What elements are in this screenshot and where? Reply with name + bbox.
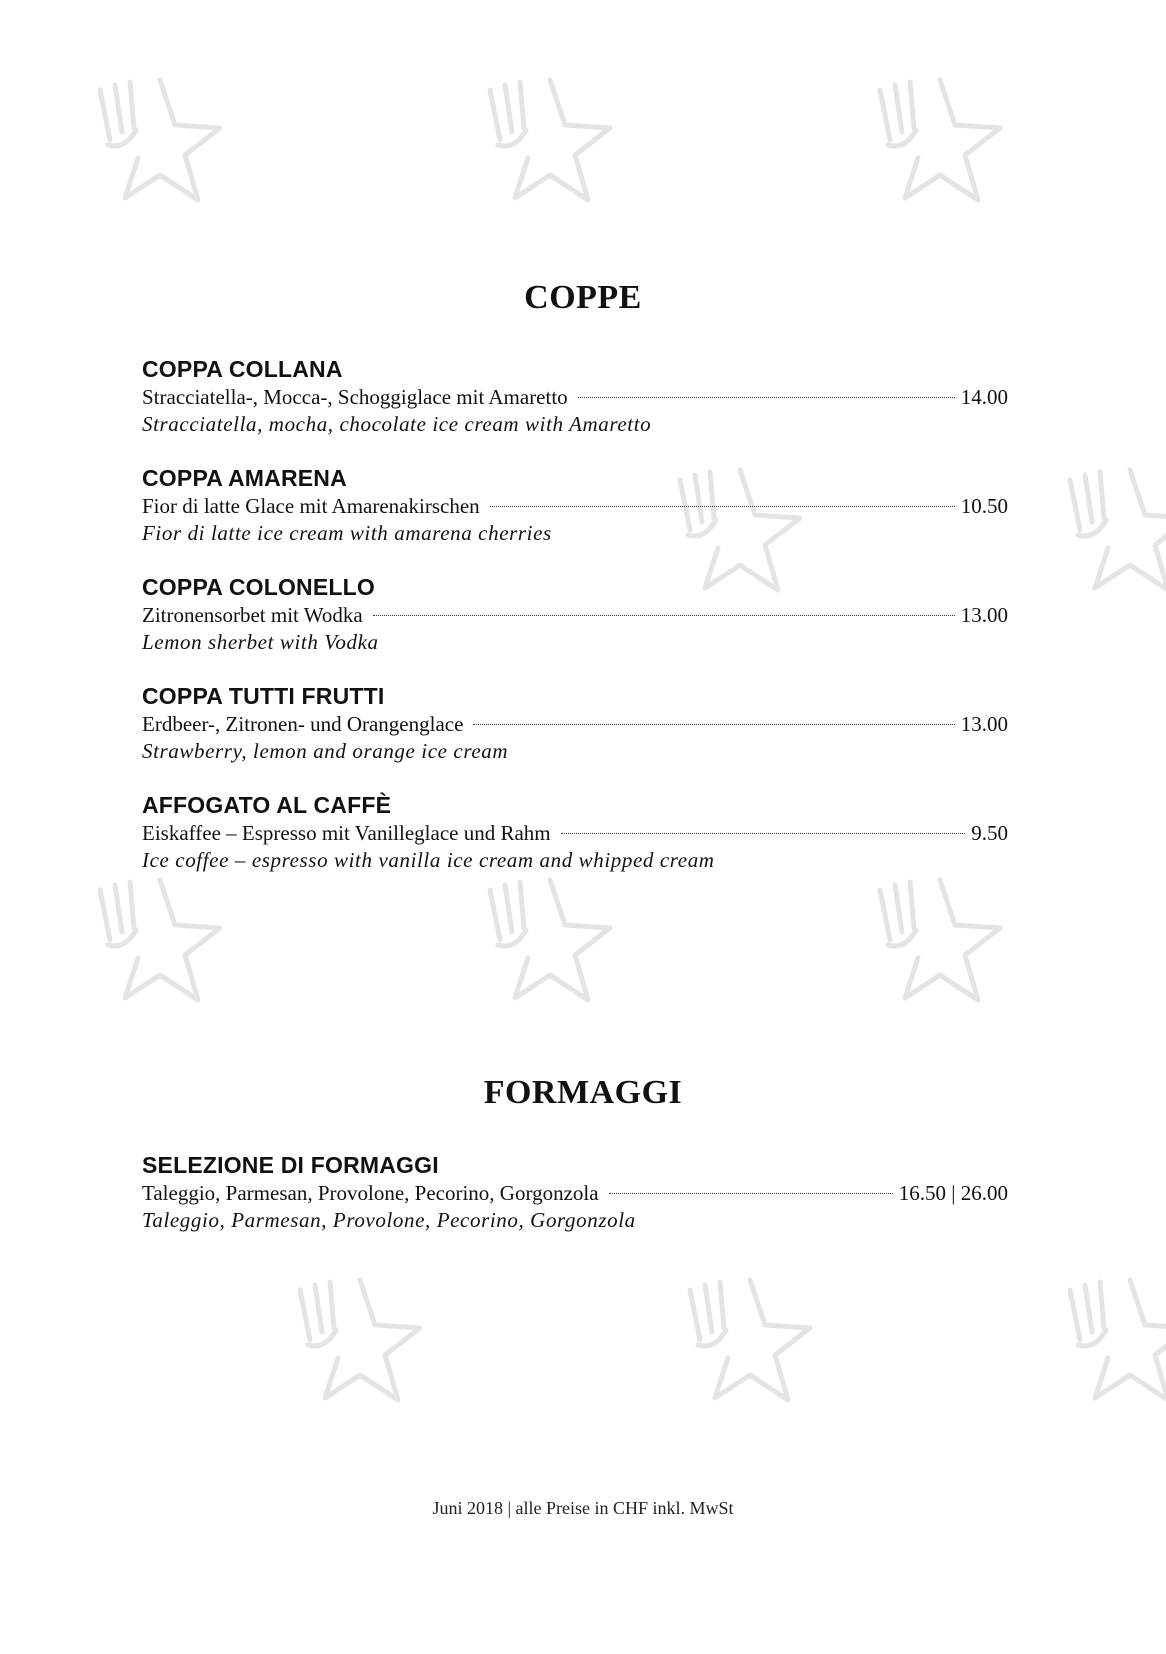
item-line (142, 492, 1008, 520)
watermark (630, 1260, 880, 1510)
watermark (40, 60, 290, 310)
dotted-leader (561, 833, 966, 834)
item-name: SELEZIONE DI FORMAGGI (142, 1152, 439, 1178)
menu-item (142, 355, 1008, 437)
watermark (430, 60, 680, 310)
item-price: 14.00 (960, 385, 1008, 409)
dotted-leader (578, 397, 955, 398)
watermark (1010, 1260, 1166, 1510)
fork-star-logo-icon (1050, 1270, 1166, 1410)
item-line (142, 383, 1008, 411)
item-translation: Strawberry, lemon and orange ice cream (142, 739, 509, 763)
fork-star-logo-icon (280, 1270, 430, 1410)
fork-star-logo-icon (80, 870, 230, 1010)
fork-star-logo-icon (670, 1270, 820, 1410)
item-description: Eiskaffee – Espresso mit Vanilleglace und Rahm (142, 821, 551, 845)
dotted-leader (490, 506, 955, 507)
menu-item (142, 573, 1008, 655)
item-name: COPPA AMARENA (142, 465, 347, 491)
item-translation: Taleggio, Parmesan, Provolone, Pecorino, Gorgonzola (142, 1208, 636, 1232)
item-line (142, 710, 1008, 738)
watermark (240, 1260, 490, 1510)
item-description: Fior di latte Glace mit Amarenakirschen (142, 494, 480, 518)
item-line (142, 601, 1008, 629)
section-title-coppe: COPPE (524, 279, 642, 316)
fork-star-logo-icon (470, 870, 620, 1010)
watermark (1010, 450, 1166, 700)
menu-item (142, 464, 1008, 546)
item-description: Zitronensorbet mit Wodka (142, 603, 363, 627)
item-description: Taleggio, Parmesan, Provolone, Pecorino, Gorgonzola (142, 1181, 599, 1205)
item-price: 16.50 | 26.00 (898, 1181, 1008, 1205)
watermark (40, 860, 290, 1110)
item-translation: Ice coffee – espresso with vanilla ice cream and whipped cream (142, 848, 715, 872)
item-description: Erdbeer-, Zitronen- und Orangenglace (142, 712, 464, 736)
item-translation: Fior di latte ice cream with amarena cherries (142, 521, 552, 545)
dotted-leader (473, 724, 954, 725)
item-line (142, 1179, 1008, 1207)
item-price: 13.00 (960, 712, 1008, 736)
menu-item (142, 1151, 1008, 1233)
footer-note: Juni 2018 | alle Preise in CHF inkl. MwSt (432, 1498, 734, 1518)
item-translation: Lemon sherbet with Vodka (142, 630, 379, 654)
item-name: COPPA TUTTI FRUTTI (142, 683, 385, 709)
fork-star-logo-icon (860, 870, 1010, 1010)
fork-star-logo-icon (80, 70, 230, 210)
item-price: 10.50 (960, 494, 1008, 518)
item-name: AFFOGATO AL CAFFÈ (142, 792, 392, 818)
dotted-leader (609, 1193, 893, 1194)
item-price: 9.50 (971, 821, 1008, 845)
watermark (820, 860, 1070, 1110)
section-title-formaggi: FORMAGGI (483, 1074, 683, 1111)
dotted-leader (373, 615, 955, 616)
watermark (430, 860, 680, 1110)
item-name: COPPA COLONELLO (142, 574, 375, 600)
item-translation: Stracciatella, mocha, chocolate ice cream with Amaretto (142, 412, 652, 436)
menu-item (142, 682, 1008, 764)
watermark (820, 60, 1070, 310)
menu-item (142, 791, 1008, 873)
fork-star-logo-icon (1050, 460, 1166, 600)
fork-star-logo-icon (860, 70, 1010, 210)
item-name: COPPA COLLANA (142, 356, 343, 382)
item-price: 13.00 (960, 603, 1008, 627)
item-line (142, 819, 1008, 847)
item-description: Stracciatella-, Mocca-, Schoggiglace mit Amaretto (142, 385, 568, 409)
fork-star-logo-icon (470, 70, 620, 210)
